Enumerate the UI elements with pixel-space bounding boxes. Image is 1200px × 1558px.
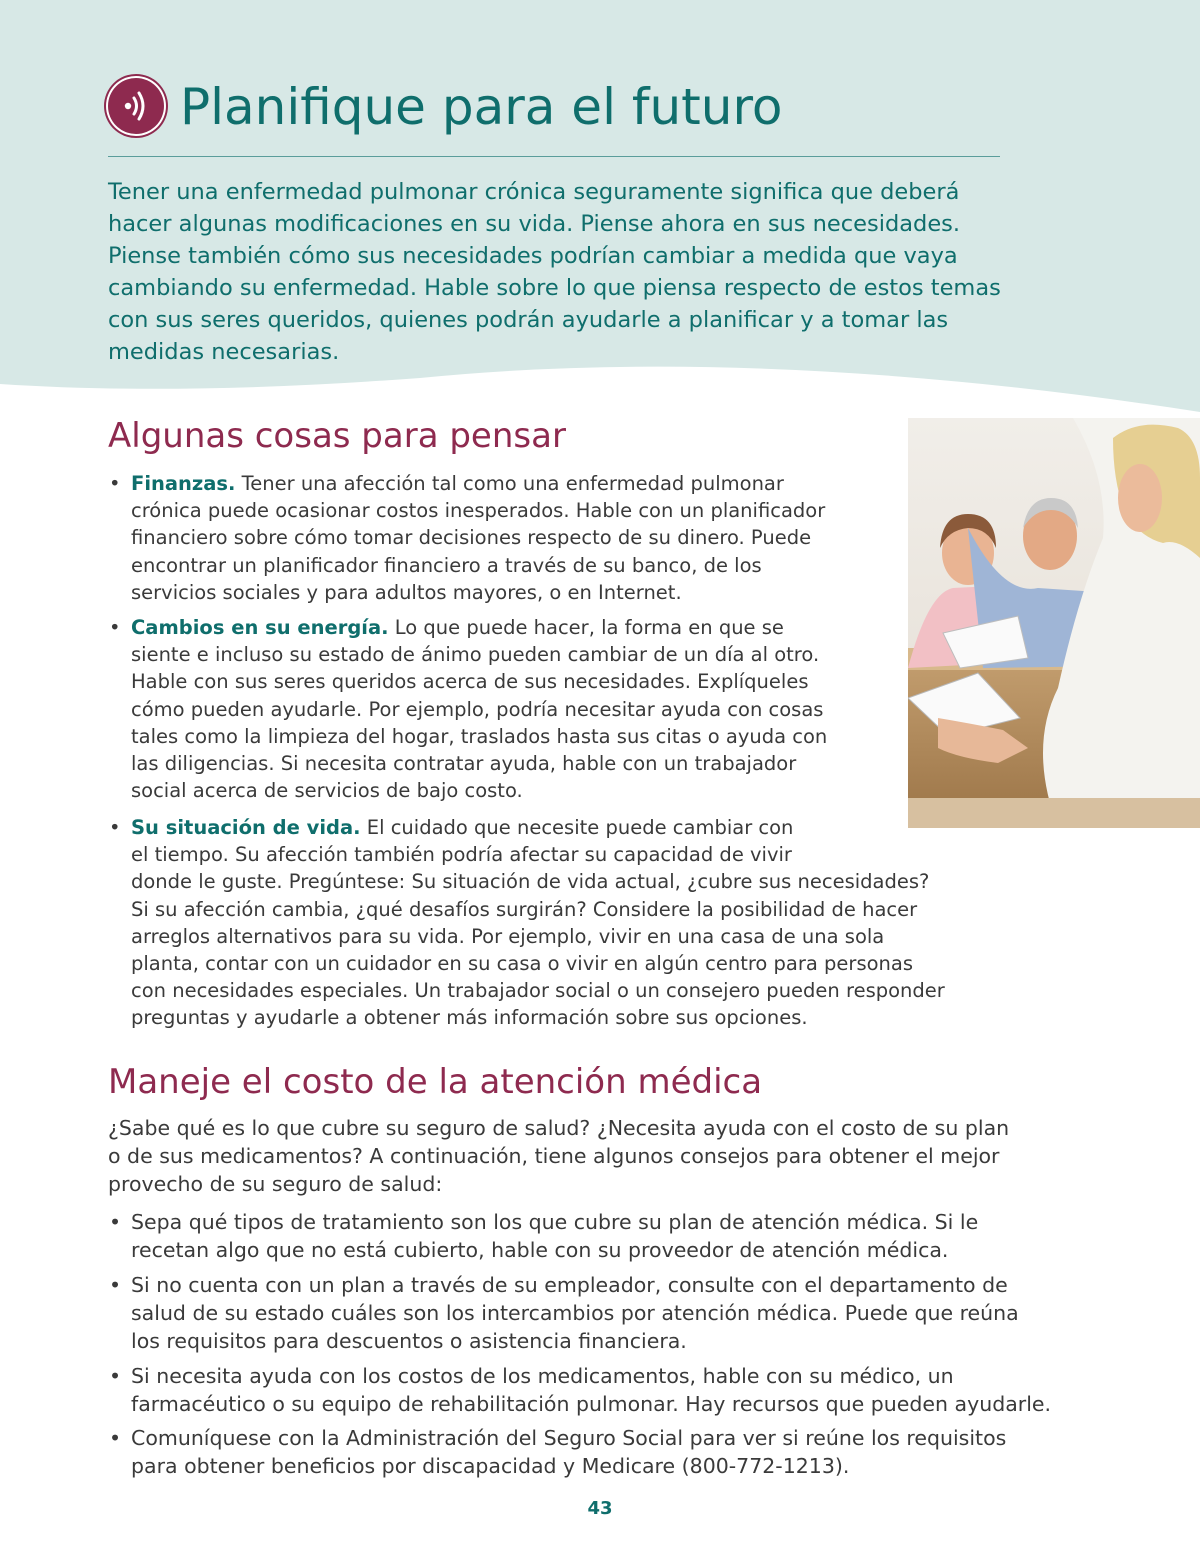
section-heading: Maneje el costo de la atención médica [108, 1062, 763, 1102]
intro-line: o de sus medicamentos? A continuación, tiene algunos consejos para obtener el mejor [108, 1144, 1000, 1168]
bullet-dot: • [109, 616, 121, 639]
list-item [109, 470, 826, 606]
list-item [109, 1208, 979, 1264]
bullet-dot: • [109, 816, 121, 839]
item-line: para obtener beneficios por discapacidad y Medicare (800-772-1213). [131, 1454, 850, 1478]
page-title: Planifique para el futuro [180, 78, 783, 136]
intro-line: Tener una enfermedad pulmonar crónica seguramente significa que deberá [108, 179, 960, 205]
photo-couple-with-advisor [908, 418, 1200, 828]
item-line: cómo pueden ayudarle. Por ejemplo, podría necesitar ayuda con cosas [131, 697, 824, 721]
item-line: los requisitos para descuentos o asistencia financiera. [131, 1329, 687, 1353]
audio-waves-icon [108, 78, 164, 134]
item-line: arreglos alternativos para su vida. Por ejemplo, vivir en una casa de una sola [131, 924, 885, 948]
item-line: las diligencias. Si necesita contratar ayuda, hable con un trabajador [131, 752, 797, 776]
item-text: Tener una afección tal como una enfermedad pulmonar [235, 472, 784, 495]
item-line: planta, contar con un cuidador en su casa o vivir en algún centro para personas [131, 952, 913, 976]
item-line: farmacéutico o su equipo de rehabilitación pulmonar. Hay recursos que pueden ayudarle. [131, 1392, 1052, 1416]
item-line: Hable con sus seres queridos acerca de sus necesidades. Explíqueles [131, 670, 809, 694]
bullet-dot: • [109, 1210, 122, 1234]
intro-line: Piense también cómo sus necesidades podrían cambiar a medida que vaya [108, 243, 958, 269]
item-line: tales como la limpieza del hogar, traslados hasta sus citas o ayuda con [131, 724, 828, 748]
bullet-dot: • [109, 1426, 122, 1450]
item-line: Si necesita ayuda con los costos de los medicamentos, hable con su médico, un [131, 1364, 954, 1388]
item-line: social acerca de servicios de bajo costo. [131, 779, 523, 803]
item-line: crónica puede ocasionar costos inesperados. Hable con un planificador [131, 499, 826, 523]
list-item [109, 1271, 1019, 1355]
list-item [109, 1424, 1007, 1480]
item-first-line [131, 614, 827, 641]
item-line: donde le guste. Pregúntese: Su situación de vida actual, ¿cubre sus necesidades? [131, 870, 930, 894]
item-first-line [131, 814, 945, 841]
list-item [109, 814, 945, 1032]
item-line: Sepa qué tipos de tratamiento son los que cubre su plan de atención médica. Si le [131, 1210, 979, 1234]
bullet-dot: • [109, 1273, 122, 1297]
list-item [109, 1362, 1052, 1418]
section-intro [108, 1114, 1009, 1198]
item-line: el tiempo. Su afección también podría afectar su capacidad de vivir [131, 843, 792, 867]
list-item [109, 614, 828, 804]
item-first-line [131, 470, 825, 497]
item-line: salud de su estado cuáles son los intercambios por atención médica. Puede que reúna [131, 1301, 1019, 1325]
page-number: 43 [587, 1498, 613, 1519]
item-line: Si no cuenta con un plan a través de su empleador, consulte con el departamento de [131, 1273, 1008, 1297]
intro-line: con sus seres queridos, quienes podrán ayudarle a planificar y a tomar las [108, 307, 949, 333]
bullet-dot: • [109, 1364, 122, 1388]
item-lead: Finanzas. [131, 472, 236, 495]
item-line: financiero sobre cómo tomar decisiones respecto de su dinero. Puede [131, 526, 812, 550]
intro-line: hacer algunas modificaciones en su vida. Piense ahora en sus necesidades. [108, 211, 961, 237]
item-line: recetan algo que no está cubierto, hable con su proveedor de atención médica. [131, 1238, 949, 1262]
item-text: El cuidado que necesite puede cambiar con [360, 816, 794, 839]
item-text: Lo que puede hacer, la forma en que se [388, 616, 784, 639]
item-lead: Cambios en su energía. [131, 616, 389, 639]
section-heading: Algunas cosas para pensar [108, 416, 566, 456]
item-line: con necesidades especiales. Un trabajador social o un consejero pueden responder [131, 979, 945, 1003]
intro-line: ¿Sabe qué es lo que cubre su seguro de salud? ¿Necesita ayuda con el costo de su plan [108, 1116, 1010, 1140]
item-line: Comuníquese con la Administración del Seguro Social para ver si reúne los requisitos [131, 1426, 1007, 1450]
item-lead: Su situación de vida. [131, 816, 361, 839]
bullet-dot: • [109, 472, 121, 495]
item-line: preguntas y ayudarle a obtener más información sobre sus opciones. [131, 1006, 808, 1030]
intro-line: provecho de su seguro de salud: [108, 1172, 443, 1196]
title-divider [108, 156, 1000, 157]
item-line: siente e incluso su estado de ánimo pueden cambiar de un día al otro. [131, 643, 820, 667]
item-line: servicios sociales y para adultos mayores, o en Internet. [131, 580, 682, 604]
item-line: Si su afección cambia, ¿qué desafíos surgirán? Considere la posibilidad de hacer [131, 897, 918, 921]
intro-line: medidas necesarias. [108, 339, 340, 365]
intro-paragraph [108, 176, 1001, 368]
item-line: encontrar un planificador financiero a través de su banco, de los [131, 553, 762, 577]
intro-line: cambiando su enfermedad. Hable sobre lo que piensa respecto de estos temas [108, 275, 1001, 301]
